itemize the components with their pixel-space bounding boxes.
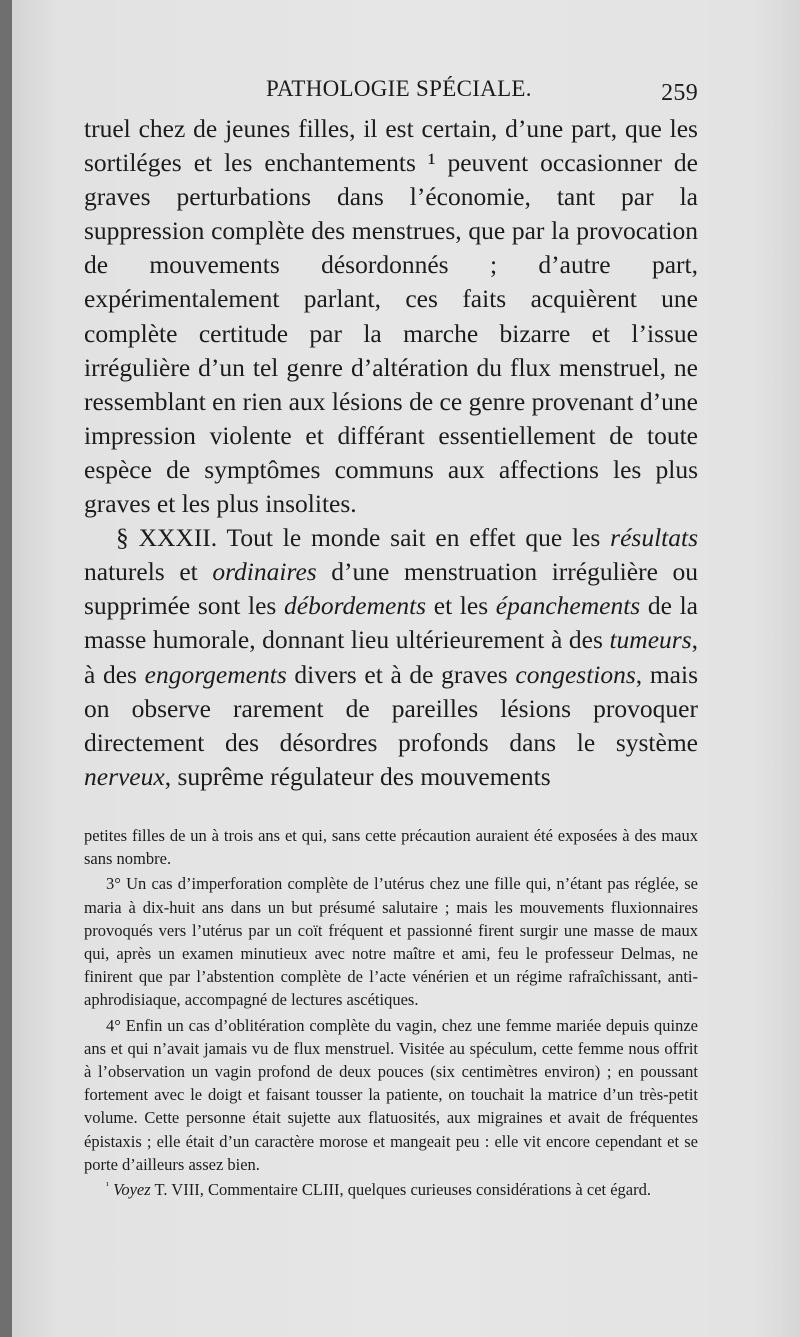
text-run: , suprême régulateur des mouvements xyxy=(164,761,551,791)
footnote-italic: Voyez xyxy=(113,1180,151,1200)
running-header xyxy=(84,76,698,108)
text-run: et les xyxy=(426,591,496,621)
footnote-text: T. VIII, Commentaire CLIII, quelques curieuses considérations à cet égard. xyxy=(150,1180,652,1200)
footnote-1 xyxy=(84,1178,698,1201)
text-run: de la masse humorale, donnant lieu ultérieurement à des xyxy=(84,591,698,655)
text-run: naturels et xyxy=(84,557,213,587)
page-number: 259 xyxy=(661,80,698,106)
paragraph-continued: truel chez de jeunes filles, il est certain, d’une part, que les sortiléges et les enchantements ¹ peuvent occasionner de graves perturbations dans l’économie, tant par la suppression complète des menstrues, que par la provocation de mouvements désordonnés ; d’autre part, expérimentalement parlant, ces faits acquièrent une complète certitude par la marche bizarre et l’issue irrégulière d’un tel genre d’altération du flux menstruel, ne ressemblant en rien aux lésions de ce genre provenant d’une impression violente et différant essentiellement de toute espèce de symptômes communs aux affections les plus graves et les plus insolites. xyxy=(84,114,698,519)
paragraph-section-xxxii xyxy=(84,521,698,794)
italic-term: ordinaires xyxy=(212,557,317,587)
text-run: , mais on observe rarement de pareilles lésions provoquer directement des désordres profonds dans le système xyxy=(84,659,698,757)
footnote-continued: petites filles de un à trois ans et qui, sans cette précaution auraient été exposées à des maux sans nombre. xyxy=(84,826,698,869)
italic-term: tumeurs xyxy=(609,625,692,655)
text-run: divers et à de graves xyxy=(286,659,516,689)
footnote-marker: ¹ xyxy=(106,1180,109,1192)
book-page xyxy=(12,0,800,1337)
footnote-case-3: 3° Un cas d’imperforation complète de l’utérus chez une fille qui, n’étant pas réglée, se maria à dix-huit ans dans un but présumé salutaire ; mais les mouvements fluxionnaires provoqués vers l’utérus par un coït fréquent et passionné firent surgir une masse de maux qui, après un examen minutieux avec notre maître et ami, feu le professeur Delmas, ne finirent que par l’abstention complète de l’acte vénérien et un régime rafraîchissant, anti-aphrodisiaque, accompagné de lectures ascétiques. xyxy=(84,874,698,1010)
italic-term: résultats xyxy=(610,523,698,553)
text-run: § XXXII. Tout le monde sait en effet que les xyxy=(116,523,611,553)
italic-term: nerveux xyxy=(84,761,165,791)
running-title: PATHOLOGIE SPÉCIALE. xyxy=(266,76,532,101)
text-run: d’une menstruation irrégulière ou supprimée sont les xyxy=(84,557,698,621)
text-run: , à des xyxy=(84,625,698,689)
main-text xyxy=(84,112,698,794)
italic-term: épanchements xyxy=(495,591,641,621)
italic-term: congestions xyxy=(515,659,636,689)
footnote-case-4: 4° Enfin un cas d’oblitération complète du vagin, chez une femme mariée depuis quinze ans et qui n’avait jamais vu de flux menstruel. Visitée au spéculum, cette femme nous offrit à l’observation un vagin profond de deux pouces (six centimètres environ) ; en poussant fortement avec le doigt et faisant tousser la patiente, on touchait la matrice d’un très-petit volume. Cette personne était sujette aux flatuosités, aux migraines et avait de fréquentes épistaxis ; elle était d’un caractère morose et mangeait peu : elle vit encore cependant et se porte d’ailleurs assez bien. xyxy=(84,1015,698,1174)
italic-term: débordements xyxy=(284,591,427,621)
italic-term: engorgements xyxy=(144,659,287,689)
footnotes xyxy=(84,824,698,1203)
